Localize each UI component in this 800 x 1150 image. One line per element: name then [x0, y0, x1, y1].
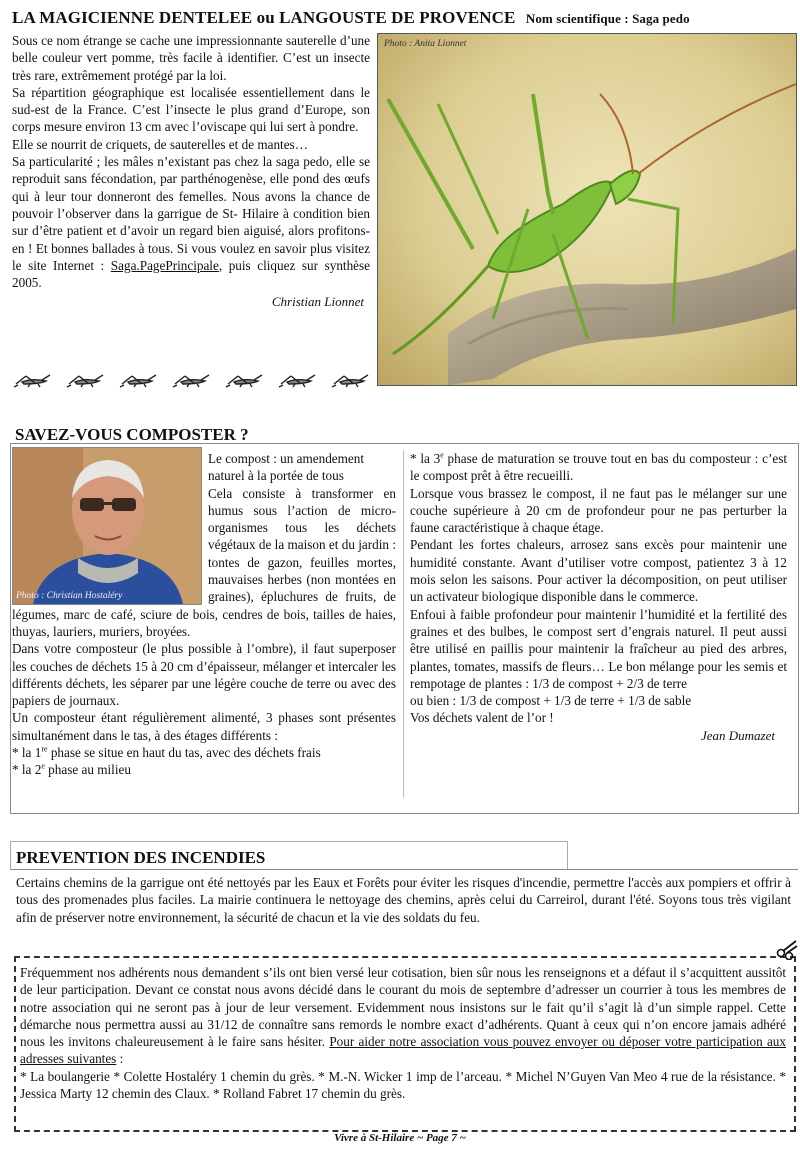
- phase-text: phase au milieu: [44, 762, 131, 778]
- photo2-caption: Photo : Christian Hostaléry: [16, 591, 123, 601]
- website-link[interactable]: Saga.PagePrincipale: [110, 257, 219, 273]
- phase-sup: e: [440, 450, 444, 460]
- scissors-icon-svg: [776, 938, 798, 960]
- article1-paragraph: Elle se nourrit de criquets, de sauterelles et de mantes…: [12, 136, 308, 152]
- article3-body: Certains chemins de la garrigue ont été nettoyés par les Eaux et Forêts pour éviter les risques d'incendie, permettre l'accès aux pompiers et offrir à tous des promenades plus faciles. La mairie continuera le nettoyage des chemins, après celui du Carreirol, durant l'été. Soyons tous très vigilant afin de préserver notre environnement, la sécurité de chacun et la vie des soldats du feu.: [16, 875, 791, 925]
- compost-paragraph: Cela consiste à transformer en humus sous l’action de micro-organismes tous les déchets végétaux de la maison et du jardin : tontes de gazon, feuilles mortes, mauvaises herbes (non montées en graines), épluchures de fruits, de légumes, marc de café, sciure de bois, cendres de bois, tailles de haies, thuyas, lauriers, muriers, broyées.: [12, 485, 396, 639]
- article1-paragraph: Sous ce nom étrange se cache une impressionnante sauterelle d’une belle couleur vert pomme, très facile à identifier. C’est un insecte très rare, extrêmement protégé par la loi.: [12, 33, 370, 83]
- article1-text: Sa particularité ; les mâles n’existant pas chez la saga pedo, elle se reproduit sans fécondation, par parthénogenèse, elle pond des œufs qui à leur tour donneront des femelles. Nous avons la chance de pouvoir l’observer dans la garrigue de St- Hilaire à condition bien sur d’être patient et d’avoir un regard bien aiguisé, alors profitons-en ! Et bonnes ballades à tous. Si vous voulez en savoir plus visitez le site Internet :: [12, 154, 370, 273]
- grasshopper-photo: [377, 33, 797, 386]
- compost-paragraph: Un composteur étant régulièrement alimenté, 3 phases sont présentes simultanément dans le tas, à des étages différents :: [12, 710, 396, 743]
- phase-text: phase de maturation se trouve tout en bas du composteur : c’est le compost prêt à être recueilli.: [410, 451, 787, 484]
- article1-heading: LA MAGICIENNE DENTELEE ou LANGOUSTE DE PROVENCE: [12, 8, 516, 27]
- article1-author: Christian Lionnet: [271, 294, 364, 310]
- article2-author: Jean Dumazet: [700, 727, 775, 743]
- scissors-icon: [776, 938, 798, 965]
- article1-paragraph: Sa répartition géographique est localisée essentiellement dans le sud-est de la France. C’est l’insecte le plus grand d’Europe, son corps mesure environ 13 cm avec l’oviscape qui lui sert à pondre.: [12, 84, 370, 135]
- page-footer: Vivre à St-Hilaire ~ Page 7 ~: [334, 1132, 466, 1144]
- grasshopper-icon: [65, 372, 105, 388]
- phase-sup: e: [41, 761, 45, 771]
- article1-body: [12, 32, 370, 311]
- article1-text: , puis cliquez sur synthèse 2005.: [12, 257, 371, 291]
- grasshopper-icon: [12, 372, 52, 388]
- grasshopper-icon: [277, 372, 317, 388]
- compost-paragraph: Pendant les fortes chaleurs, arrosez sans excès pour maintenir une humidité constante. Avant d’utiliser votre compost, patientez 3 à 12 mois selon les saisons. Pour activer la décomposition, on peut utiliser un activateur biologique disponible dans le commerce.: [410, 537, 787, 605]
- notice-underlined: Pour aider notre association vous pouvez envoyer ou déposer votre participation aux adresses suivantes: [20, 1034, 786, 1067]
- article1-paragraph: [12, 153, 370, 291]
- article3-title: PREVENTION DES INCENDIES: [16, 848, 266, 867]
- compost-phase: [410, 450, 787, 485]
- compost-column-left: [12, 450, 396, 779]
- compost-phase: [12, 744, 396, 761]
- phase-text: * la 1: [12, 745, 42, 761]
- article2-title: SAVEZ-VOUS COMPOSTER ?: [15, 425, 249, 444]
- grasshopper-border: [12, 372, 370, 390]
- grasshopper-icon: [118, 372, 158, 388]
- scientific-name: Nom scientifique : Saga pedo: [525, 11, 690, 26]
- notice-colon: :: [116, 1051, 124, 1067]
- compost-intro: Le compost : un amendement naturel à la portée de tous: [208, 451, 365, 484]
- grasshopper-icon: [330, 372, 370, 388]
- incendies-rule: [10, 869, 798, 870]
- phase-sup: re: [41, 744, 48, 754]
- phase-text: * la 2: [12, 762, 42, 778]
- compost-paragraph: Vos déchets valent de l’or !: [410, 710, 554, 726]
- notice-body: [20, 964, 786, 1102]
- notice-text: Fréquemment nos adhérents nous demandent s’ils ont bien versé leur cotisation, bien sûr nous les renseignons et a défaut il s’acquittent aussitôt de leur participation. Devant ce constat nous avons décidé dans le courant du mois de septembre d’adresser un courrier à tous les membres de notre association qui ne seront pas à jour de leur versement. Evidemment nous insistons sur le fait qu’il s’agit là d’un simple rappel. Cette démarche nous permettra aussi au 31/12 de connaître sans remords le nombre exact d’adhérents. Quant à ceux qui n’on encore jamais adhéré nous les invitons chaleureusement à le faire sans hésiter.: [20, 965, 786, 1050]
- article1-title: [12, 8, 690, 28]
- phase-text: * la 3: [410, 451, 441, 466]
- compost-paragraph: Dans votre composteur (le plus possible à l’ombre), il faut superposer les couches de déchets 15 à 20 cm d’épaisseur, mélanger et intercaler les différents déchets, les séparer par une légère couche de terre ou avec des papiers de journaux.: [12, 641, 396, 709]
- photo1-caption: Photo : Anita Lionnet: [384, 39, 467, 49]
- compost-paragraph: Enfoui à faible profondeur pour maintenir l’humidité et la fertilité des graines et des bulbes, le compost sert d’engrais naturel. Il peut aussi être utilisé en paillis pour maintenir la fraîcheur au pied des arbres, plantes, tomates, massifs de fleurs… Le bon mélange pour les semis et rempotage de plantes : 1/3 de compost + 2/3 de terre: [410, 606, 787, 691]
- grasshopper-icon: [224, 372, 264, 388]
- compost-paragraph: ou bien : 1/3 de compost + 1/3 de terre + 1/3 de sable: [410, 693, 692, 709]
- compost-column-right: [410, 450, 787, 744]
- grasshopper-photo-drawing: [378, 34, 796, 385]
- column-divider: [403, 450, 404, 798]
- grasshopper-icon: [171, 372, 211, 388]
- compost-paragraph: Lorsque vous brassez le compost, il ne faut pas le mélanger sur une couche supérieure à 20 cm de profondeur pour ne pas perturber la faune caractéristique à chaque étage.: [410, 485, 787, 536]
- compost-phase: [12, 761, 396, 778]
- phase-text: phase se situe en haut du tas, avec des déchets frais: [47, 745, 321, 761]
- photo-float-space: [12, 450, 208, 605]
- notice-addresses: * La boulangerie * Colette Hostaléry 1 chemin du grès. * M.-N. Wicker 1 imp de l’arceau. * Michel N’Guyen Van Meo 4 rue de la résistance. * Jessica Marty 12 chemin des Claux. * Rolland Fabret 17 chemin du grès.: [20, 1068, 786, 1102]
